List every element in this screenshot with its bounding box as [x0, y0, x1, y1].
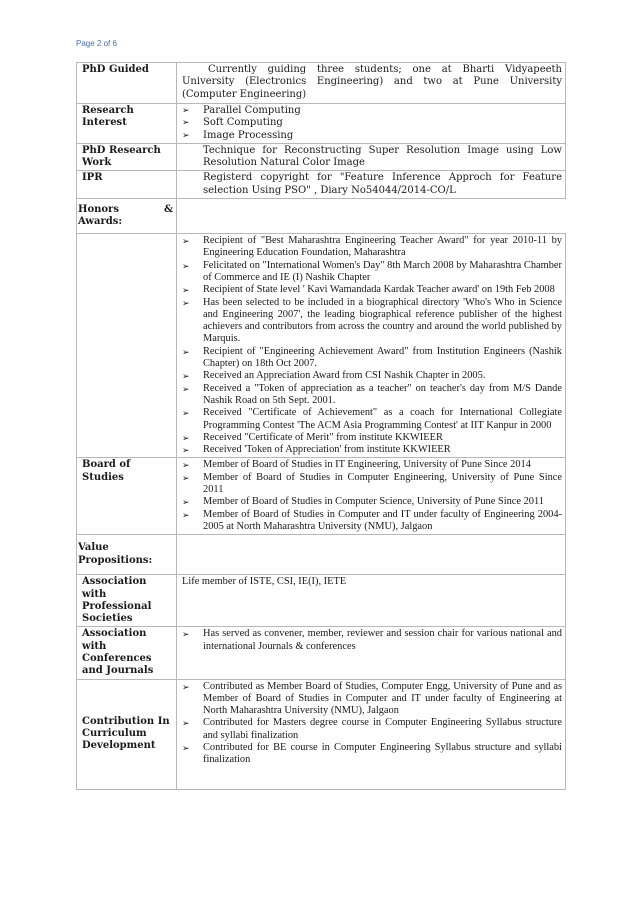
row-honors-list: [77, 234, 566, 458]
list-item: ➢ Recipient of "Best Maharashtra Engineering Teacher Award" for year 2010-11 by Engineering Education Foundation, Maharashtra: [182, 235, 562, 260]
phd-guided-text: Currently guiding three students; one at Bharti Vidyapeeth University (Electronics Engineering) and two at Pune University (Computer Engineering): [177, 63, 566, 104]
honors-ampersand: &: [163, 203, 173, 215]
page-number: Page 2 of 6: [76, 39, 117, 48]
list-item: ➢ Received "Certificate of Achievement" as a coach for International Collegiate Programming Contest 'The ACM Asia Programming Contest' at IIT Kanpur in 2000: [182, 407, 562, 432]
list-item: ➢ Contributed for BE course in Computer Engineering Syllabus structure and syllabi finalization: [182, 742, 562, 767]
row-research-interest: [77, 104, 566, 144]
label-curriculum: Contribution In Curriculum Development: [77, 679, 177, 789]
list-item: ➢ Recipient of State level ' Kavi Wamandada Kardak Teacher award' on 19th Feb 2008: [182, 284, 562, 296]
ipr-text: Registerd copyright for "Feature Inference Approch for Feature selection Using PSO" , Diary No54044/2014-CO/L: [177, 171, 566, 199]
association-professional-text: Life member of ISTE, CSI, IE(I), IETE: [177, 575, 566, 627]
list-item: ➢ Member of Board of Studies in Computer and IT under faculty of Engineering 2004-2005 at North Maharashtra University (NMU), Jalgaon: [182, 509, 562, 534]
list-item: ➢ Image Processing: [182, 130, 562, 142]
list-item: ➢ Member of Board of Studies in IT Engineering, University of Pune Since 2014: [182, 459, 562, 471]
value-propositions-label: Value Propositions:: [77, 535, 177, 575]
list-item: ➢ Parallel Computing: [182, 105, 562, 117]
row-association-conferences: [77, 627, 566, 679]
honors-list: [182, 235, 562, 456]
row-board-of-studies: [77, 458, 566, 535]
label-board-of-studies: Board of Studies: [77, 458, 177, 535]
row-curriculum: [77, 679, 566, 789]
label-phd-guided: PhD Guided: [77, 63, 177, 104]
awards-label: Awards:: [78, 216, 123, 228]
list-item: ➢ Soft Computing: [182, 117, 562, 129]
row-association-professional: [77, 575, 566, 627]
list-item: ➢ Member of Board of Studies in Computer Engineering, University of Pune Since 2011: [182, 472, 562, 497]
research-interest-list: [182, 105, 562, 142]
row-phd-research-work: [77, 143, 566, 171]
row-ipr: [77, 171, 566, 199]
row-phd-guided: [77, 63, 566, 104]
list-item: ➢ Recipient of "Engineering Achievement Award" from Institution Engineers (Nashik Chapter) on 18th Oct 2007.: [182, 346, 562, 371]
label-association-professional: Association with Professional Societies: [77, 575, 177, 627]
phd-research-work-text: Technique for Reconstructing Super Resolution Image using Low Resolution Natural Color Image: [177, 143, 566, 171]
list-item: ➢ Member of Board of Studies in Computer Science, University of Pune Since 2011: [182, 496, 562, 508]
list-item: ➢ Received "Certificate of Merit" from institute KKWIEER: [182, 432, 562, 444]
list-item: ➢ Contributed for Masters degree course in Computer Engineering Syllabus structure and syllabi finalization: [182, 717, 562, 742]
association-conferences-list: [182, 628, 562, 653]
resume-table: [76, 62, 566, 790]
list-item: ➢ Has served as convener, member, reviewer and session chair for various national and international Journals & conferences: [182, 628, 562, 653]
curriculum-list: [182, 681, 562, 767]
list-item: ➢ Felicitated on "International Women's Day" 8th March 2008 by Maharashtra Chamber of Commerce and IE (I) Nashik Chapter: [182, 260, 562, 285]
board-of-studies-list: [182, 459, 562, 533]
row-value-propositions: [77, 535, 566, 575]
list-item: ➢ Received 'Token of Appreciation' from institute KKWIEER: [182, 444, 562, 456]
list-item: ➢ Received a "Token of appreciation as a teacher" on teacher's day from M/S Dande Nashik Road on 5th Sept. 2001.: [182, 383, 562, 408]
label-phd-research-work: PhD Research Work: [77, 143, 177, 171]
label-research-interest: Research Interest: [77, 104, 177, 144]
list-item: ➢ Has been selected to be included in a biographical directory 'Who's Who in Science and Engineering 2007', the leading biographical reference publisher of the highest achievers and contributors from across the country and around the world published by Marquis.: [182, 297, 562, 346]
list-item: ➢ Contributed as Member Board of Studies, Computer Engg, University of Pune and as Member of Board of Studies in Computer and IT under faculty of Engineering at North Maharashtra University (NMU), Jalgaon: [182, 681, 562, 718]
list-item: ➢ Received an Appreciation Award from CSI Nashik Chapter in 2005.: [182, 370, 562, 382]
label-ipr: IPR: [77, 171, 177, 199]
label-association-conferences: Association with Conferences and Journals: [77, 627, 177, 679]
row-honors-heading: [77, 199, 566, 234]
honors-label: Honors: [78, 203, 119, 215]
